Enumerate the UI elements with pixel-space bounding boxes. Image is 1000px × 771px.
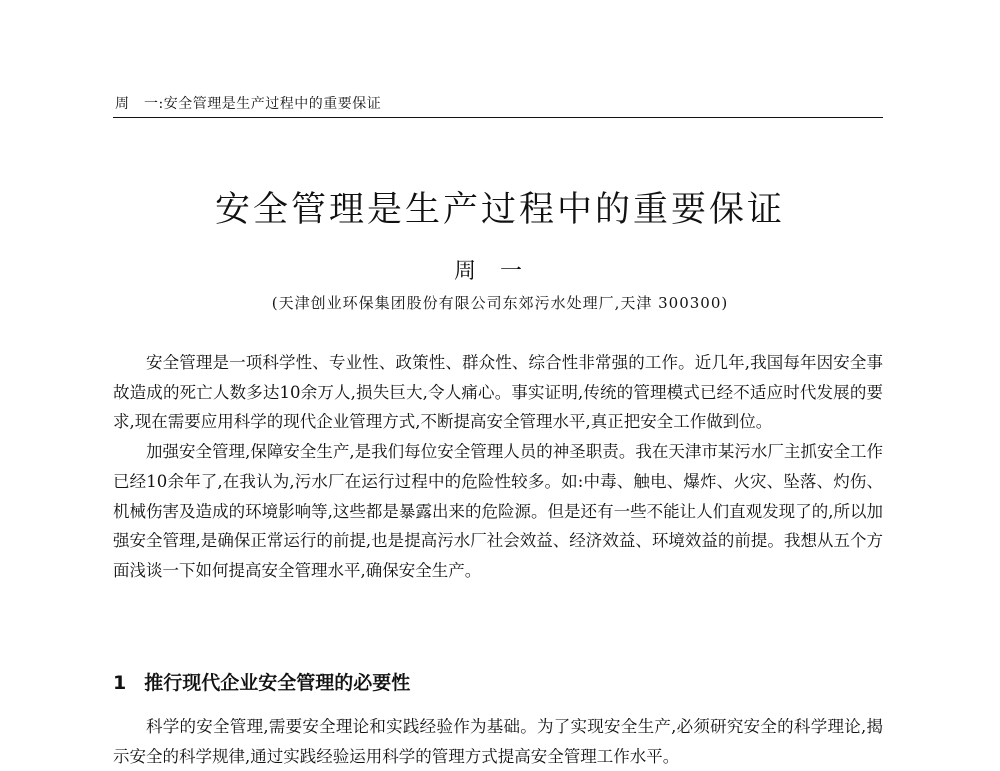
article-title: 安全管理是生产过程中的重要保证 — [214, 190, 785, 230]
section-number: 1 — [113, 672, 127, 694]
body-text — [113, 348, 883, 586]
section-heading — [113, 668, 410, 695]
section-body — [113, 712, 883, 771]
paragraph-1: 安全管理是一项科学性、专业性、政策性、群众性、综合性非常强的工作。近几年,我国每年因安全事故造成的死亡人数多达10余万人,损失巨大,令人痛心。事实证明,传统的管理模式已经不适应时代发展的要求,现在需要应用科学的现代企业管理方式,不断提高安全管理水平,真正把安全工作做到位。 — [113, 353, 883, 432]
running-head: 周 一:安全管理是生产过程中的重要保证 — [115, 96, 382, 112]
section-title: 推行现代企业安全管理的必要性 — [144, 672, 411, 694]
header-rule — [113, 117, 883, 118]
author-name: 周一 — [453, 259, 546, 284]
paragraph-2: 加强安全管理,保障安全生产,是我们每位安全管理人员的神圣职责。我在天津市某污水厂主抓安全工作已经10余年了,在我认为,污水厂在运行过程中的危险性较多。如:中毒、触电、爆炸、火灾、坠落、灼伤、机械伤害及造成的环境影响等,这些都是暴露出来的危险源。但是还有一些不能让人们直观发现了的,所以加强安全管理,是确保正常运行的前提,也是提高污水厂社会效益、经济效益、环境效益的前提。我想从五个方面浅谈一下如何提高安全管理水平,确保安全生产。 — [113, 442, 883, 580]
author-affiliation: (天津创业环保集团股份有限公司东郊污水处理厂,天津 300300) — [271, 294, 729, 312]
section-paragraph-1: 科学的安全管理,需要安全理论和实践经验作为基础。为了实现安全生产,必须研究安全的科学理论,揭示安全的科学规律,通过实践经验运用科学的管理方式提高安全管理工作水平。 — [113, 717, 883, 766]
